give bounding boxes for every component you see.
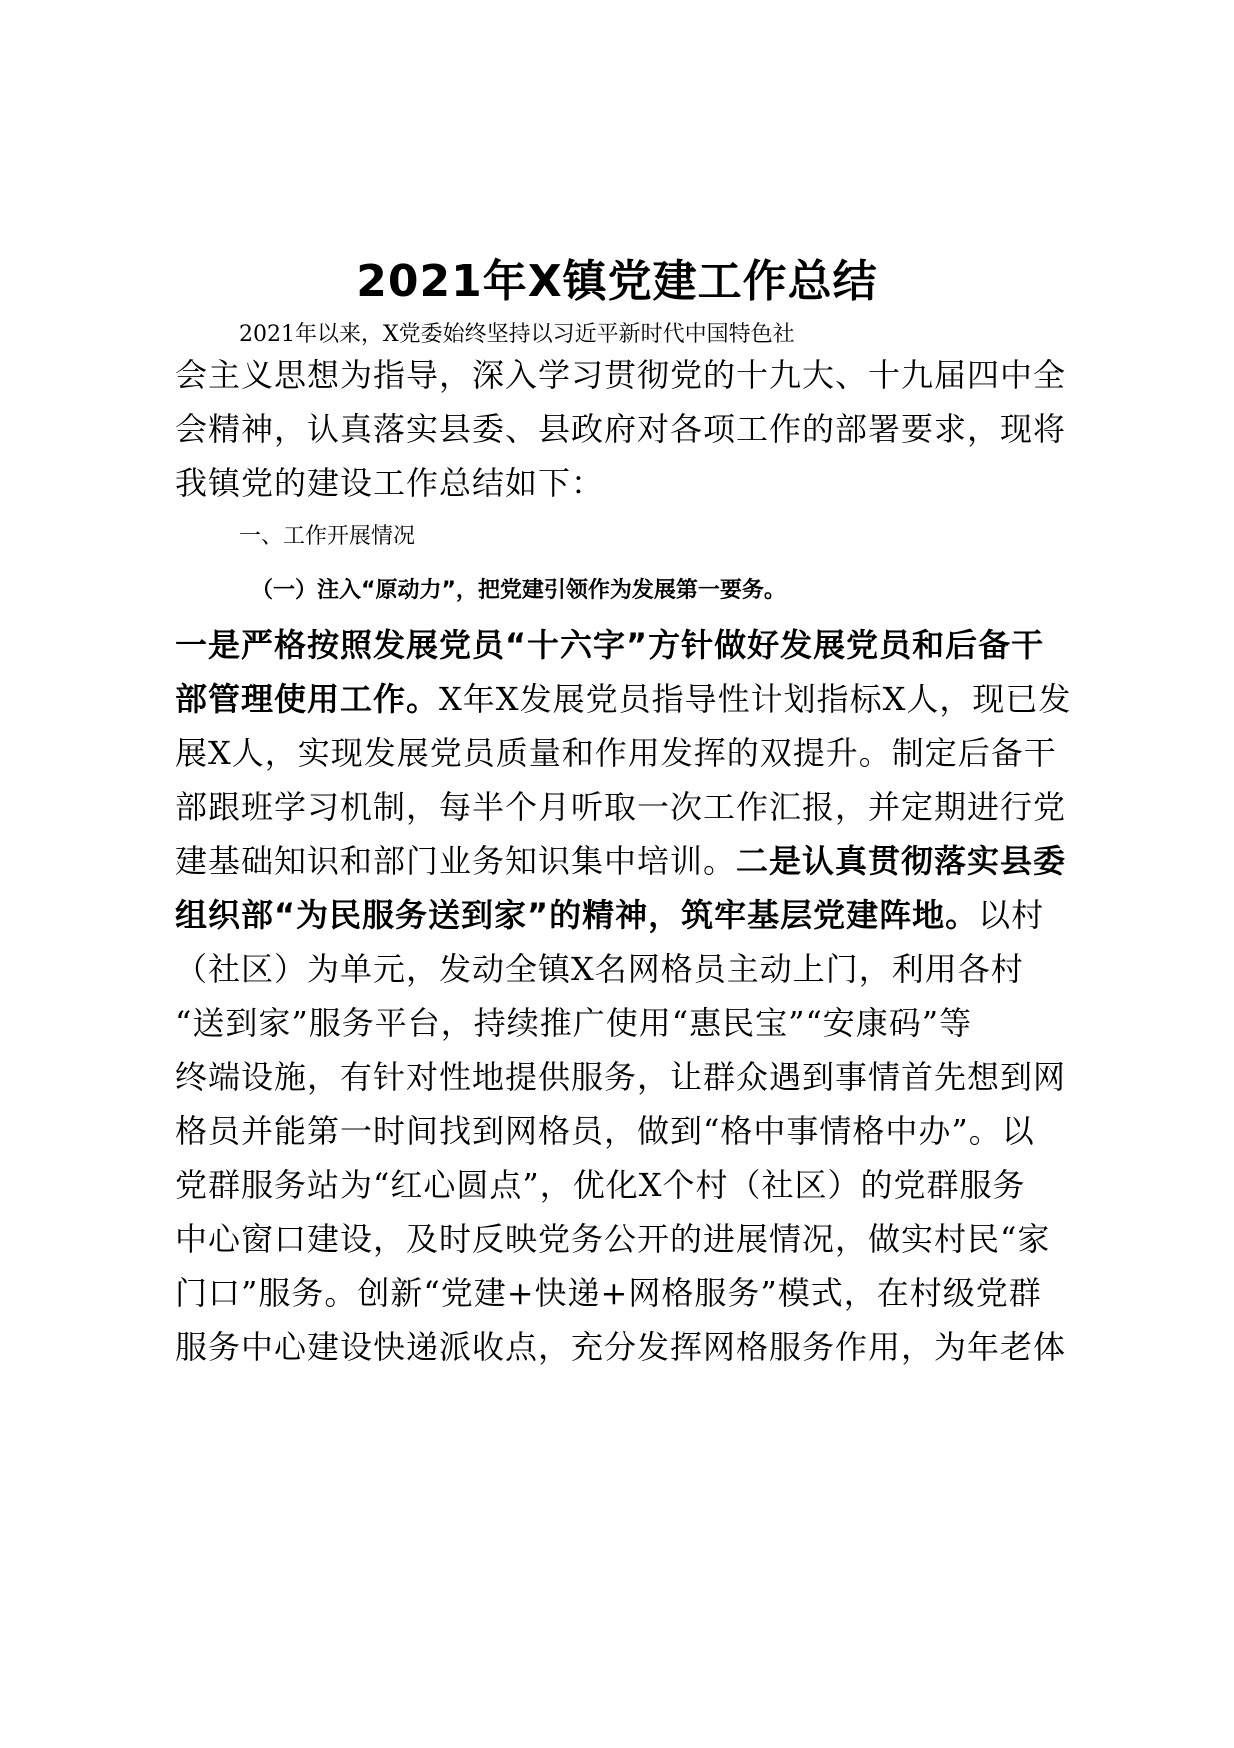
text-segment: 中心窗口建设，及时反映党务公开的进展情况，做实村民“家: [175, 1220, 1051, 1258]
paragraph-line: [175, 939, 1095, 999]
text-segment: 门口”服务。创新“党建+快递+网格服务”模式，在村级党群: [175, 1274, 1042, 1312]
paragraph-line: [175, 1263, 1095, 1323]
text-segment: 展X人，实现发展党员质量和作用发挥的双提升。制定后备干: [175, 734, 1057, 772]
text-segment: 党群服务站为“红心圆点”，优化X个村（社区）的党群服务: [175, 1166, 1026, 1204]
paragraph-line: [175, 993, 1095, 1053]
text-segment: 建基础知识和部门业务知识集中培训。: [175, 842, 737, 880]
paragraph-line: [175, 345, 1095, 405]
document-title: 2021年X镇党建工作总结: [356, 256, 878, 307]
text-segment-bold: 二是认真贯彻落实县委: [736, 842, 1067, 880]
text-segment: 格员并能第一时间找到网格员，做到“格中事情格中办”。以: [175, 1112, 1035, 1150]
section-heading: [239, 507, 1159, 567]
paragraph-line: [175, 669, 1095, 729]
text-segment: 终端设施，有针对性地提供服务，让群众遇到事情首先想到网: [175, 1058, 1067, 1096]
text-segment: 2021年以来，X党委始终坚持以习近平新时代中国特色社: [239, 322, 795, 347]
text-segment: 部跟班学习机制，每半个月听取一次工作汇报，并定期进行党: [175, 788, 1067, 826]
paragraph-line: [175, 1317, 1095, 1377]
paragraph-line: [175, 399, 1095, 459]
text-segment: 一、工作开展情况: [239, 524, 416, 549]
text-segment: “送到家”服务平台，持续推广使用“惠民宝”“安康码”等: [175, 1004, 973, 1042]
paragraph-line: [175, 1209, 1095, 1269]
paragraph-line: [175, 777, 1095, 837]
paragraph-line: [175, 885, 1095, 945]
text-segment-bold: 一是严格按照发展党员“十六字”方针做好发展党员和后备干: [175, 626, 1045, 664]
text-segment: 会主义思想为指导，深入学习贯彻党的十九大、十九届四中全: [175, 356, 1067, 394]
paragraph-line: [175, 831, 1095, 891]
paragraph-line: [175, 1101, 1095, 1161]
paragraph-line: [175, 453, 1095, 513]
subsection-heading: [251, 561, 1171, 621]
text-segment-bold: （一）注入“原动力”，把党建引领作为发展第一要务。: [251, 578, 786, 603]
text-segment: 以村: [978, 896, 1045, 934]
paragraph-line: [175, 615, 1095, 675]
text-segment: X年X发展党员指导性计划指标X人，现已发: [439, 680, 1072, 718]
paragraph-line: [175, 1155, 1095, 1215]
text-segment: 会精神，认真落实县委、县政府对各项工作的部署要求，现将: [175, 410, 1067, 448]
text-segment: 服务中心建设快递派收点，充分发挥网格服务作用，为年老体: [175, 1328, 1067, 1366]
text-segment: （社区）为单元，发动全镇X名网格员主动上门，利用各村: [175, 950, 1024, 988]
paragraph-line: [175, 1047, 1095, 1107]
text-segment-bold: 组织部“为民服务送到家”的精神，筑牢基层党建阵地。: [175, 896, 979, 934]
text-segment: 我镇党的建设工作总结如下：: [175, 464, 605, 502]
paragraph-line: [175, 723, 1095, 783]
text-segment-bold: 部管理使用工作。: [175, 680, 440, 718]
